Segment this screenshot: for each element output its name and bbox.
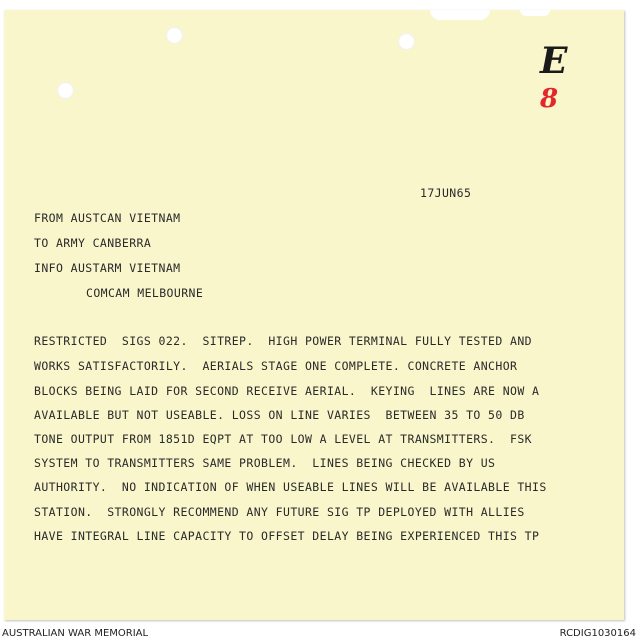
body-line: AVAILABLE BUT NOT USEABLE. LOSS ON LINE VARIES BETWEEN 35 TO 50 DB [34,408,525,422]
body-line: STATION. STRONGLY RECOMMEND ANY FUTURE SIG TP DEPLOYED WITH ALLIES [34,505,525,519]
punch-hole [57,82,74,99]
handwritten-letter: E [540,40,568,82]
from-line: FROM AUSTCAN VIETNAM [34,211,181,225]
body-line: HAVE INTEGRAL LINE CAPACITY TO OFFSET DELAY BEING EXPERIENCED THIS TP [34,529,540,543]
body-line: AUTHORITY. NO INDICATION OF WHEN USEABLE LINES WILL BE AVAILABLE THIS [34,480,547,494]
handwritten-number: 8 [540,84,559,114]
footer-record-id: RCDIG1030164 [559,628,636,639]
torn-edge [520,10,550,16]
body-line: RESTRICTED SIGS 022. SITREP. HIGH POWER TERMINAL FULLY TESTED AND [34,334,533,348]
punch-hole [166,27,183,44]
body-line: TONE OUTPUT FROM 1851D EQPT AT TOO LOW A LEVEL AT TRANSMITTERS. FSK [34,432,533,446]
footer-institution: AUSTRALIAN WAR MEMORIAL [2,628,149,639]
body-line: BLOCKS BEING LAID FOR SECOND RECEIVE AERIAL. KEYING LINES ARE NOW A [34,384,540,398]
body-line: WORKS SATISFACTORILY. AERIALS STAGE ONE COMPLETE. CONCRETE ANCHOR [34,359,518,373]
info-line-2: COMCAM MELBOURNE [86,286,204,300]
torn-edge [430,10,490,20]
body-line: SYSTEM TO TRANSMITTERS SAME PROBLEM. LINES BEING CHECKED BY US [34,456,496,470]
punch-hole [398,33,415,50]
info-line: INFO AUSTARM VIETNAM [34,261,181,275]
message-date: 17JUN65 [420,186,472,200]
to-line: TO ARMY CANBERRA [34,236,152,250]
